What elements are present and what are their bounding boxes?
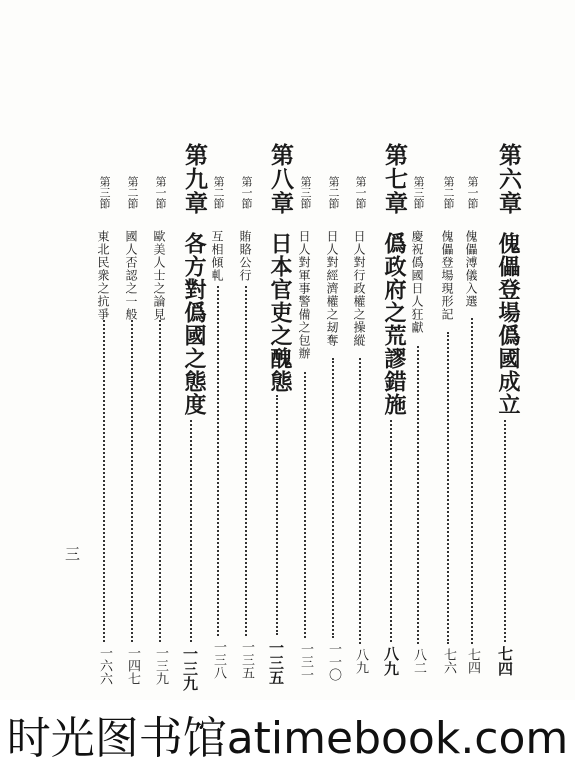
chapter-8-title: 日本官吏之醜態 (267, 232, 293, 393)
ch9-sec3-title: 東北民衆之抗爭 (96, 230, 110, 321)
ch8-sec1-leader (245, 286, 247, 636)
chapter-9-leader (190, 420, 192, 642)
chapter-6-leader (504, 420, 506, 642)
ch9-sec1-title: 歐美人士之論見 (152, 230, 166, 321)
chapter-7-leader (390, 420, 392, 642)
ch8-sec2-leader (217, 286, 219, 636)
ch9-sec2-page: 一四七 (125, 646, 140, 685)
ch6-sec3-leader (417, 346, 419, 644)
ch7-sec2-leader (332, 358, 334, 638)
ch6-sec1-page: 七四 (465, 648, 480, 674)
ch6-sec3-title: 慶祝僞國日人狂獻 (410, 230, 424, 334)
ch7-sec1-page: 八九 (353, 648, 368, 674)
ch6-sec2-number: 第二節 (442, 176, 455, 209)
ch6-sec3-number: 第三節 (412, 176, 425, 209)
ch9-sec2-leader (131, 320, 133, 642)
ch8-sec1-number: 第一節 (240, 176, 253, 209)
chapter-8-leader (276, 395, 278, 635)
ch9-sec3-number: 第三節 (98, 176, 111, 209)
ch7-sec1-title: 日人對行政權之操縱 (352, 230, 366, 347)
ch9-sec3-leader (103, 320, 105, 642)
ch9-sec2-title: 國人否認之一般 (124, 230, 138, 321)
ch8-sec2-page: 一三八 (211, 640, 226, 679)
ch8-sec2-number: 第二節 (212, 176, 225, 209)
ch9-sec3-page: 一六六 (97, 646, 112, 685)
chapter-8-page: 一三五 (267, 640, 285, 685)
ch6-sec1-leader (471, 318, 473, 644)
ch9-sec1-number: 第一節 (154, 176, 167, 209)
ch7-sec1-number: 第一節 (354, 176, 367, 209)
ch7-sec3-number: 第三節 (299, 176, 312, 209)
ch8-sec1-title: 賄賂公行 (238, 230, 252, 282)
chapter-6-number: 第六章 (495, 143, 522, 215)
ch6-sec1-number: 第一節 (466, 176, 479, 209)
chapter-8-number: 第八章 (267, 143, 294, 215)
ch8-sec1-page: 一三五 (239, 640, 254, 679)
ch6-sec2-leader (447, 332, 449, 644)
ch8-sec2-title: 互相傾軋 (210, 230, 224, 282)
page-number: 三 (63, 546, 81, 561)
ch6-sec1-title: 傀儡溥儀入選 (464, 230, 478, 308)
ch7-sec2-page: 一一〇 (326, 642, 341, 681)
ch9-sec1-leader (159, 320, 161, 642)
chapter-7-title: 僞政府之荒謬錯施 (381, 232, 407, 416)
chapter-6-page: 七四 (496, 646, 514, 676)
ch9-sec2-number: 第二節 (126, 176, 139, 209)
ch7-sec3-page: 一三一 (298, 642, 313, 681)
ch7-sec1-leader (359, 358, 361, 644)
ch9-sec1-page: 一三九 (153, 646, 168, 685)
chapter-9-title: 各方對僞國之態度 (181, 232, 207, 416)
chapter-9-number: 第九章 (181, 143, 208, 215)
chapter-6-title: 傀儡登場僞國成立 (495, 232, 521, 416)
ch6-sec2-page: 七六 (441, 648, 456, 674)
ch7-sec3-leader (304, 372, 306, 638)
chapter-7-page: 八九 (382, 646, 400, 676)
watermark: 时光图书馆atimebook.com (0, 700, 575, 768)
ch7-sec3-title: 日人對軍事警備之包辦 (297, 230, 311, 360)
ch7-sec2-title: 日人對經濟權之刼奪 (325, 230, 339, 347)
ch7-sec2-number: 第二節 (327, 176, 340, 209)
chapter-9-page: 一三九 (181, 646, 199, 691)
ch6-sec2-title: 傀儡登場現形記 (440, 230, 454, 321)
ch6-sec3-page: 八二 (411, 648, 426, 674)
chapter-7-number: 第七章 (381, 143, 408, 215)
